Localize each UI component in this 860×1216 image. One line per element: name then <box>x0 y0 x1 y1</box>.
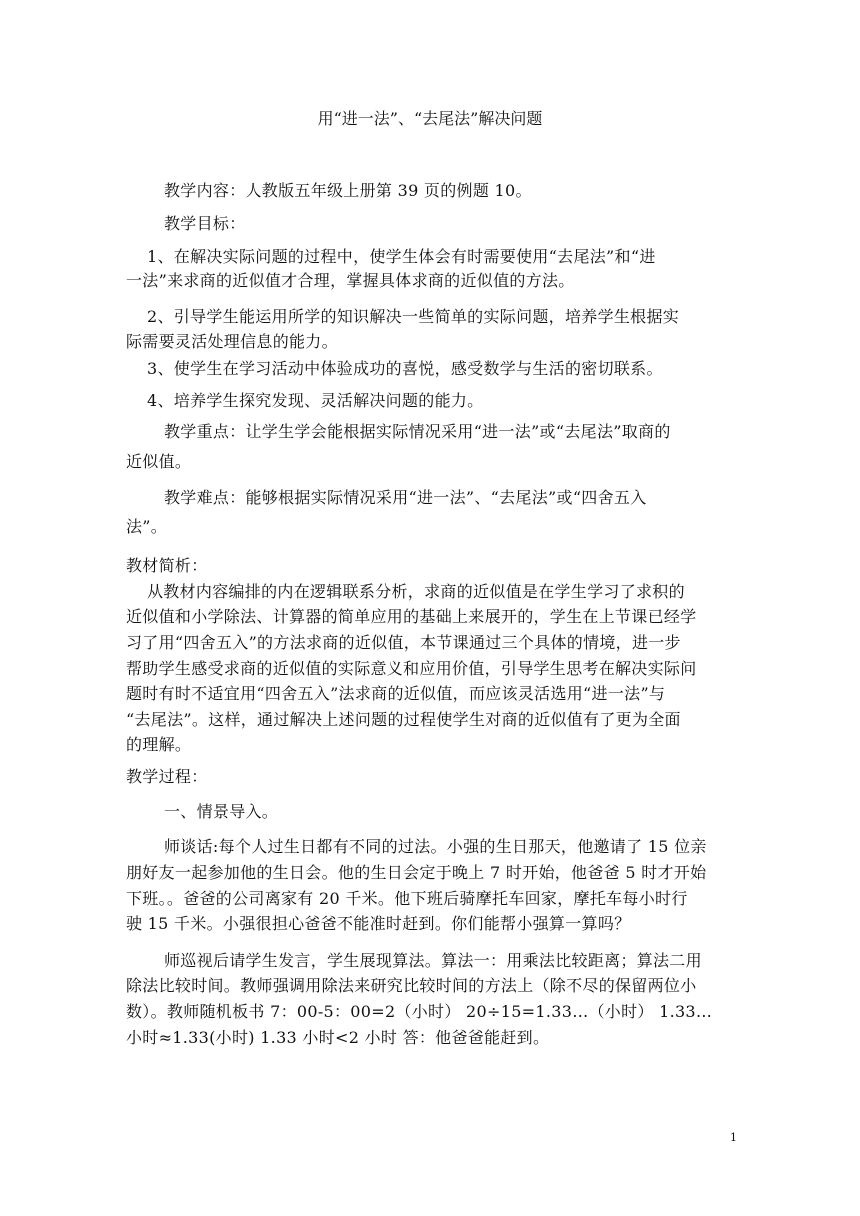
text-line: 教学过程： <box>126 767 208 786</box>
text-line: 4、培养学生探究发现、灵活解决问题的能力。 <box>147 391 484 410</box>
text-line: 教学重点：让学生学会能根据实际情况采用“进一法”或“去尾法”取商的 <box>164 422 671 441</box>
text-line: 教材简析： <box>126 556 208 575</box>
text-line: 2、引导学生能运用所学的知识解决一些简单的实际问题，培养学生根据实 <box>147 307 680 326</box>
text-line: 帮助学生感受求商的近似值的实际意义和应用价值，引导学生思考在解决实际问 <box>126 659 697 678</box>
text-line: 小时≈1.33(小时) 1.33 小时<2 小时 答：他爸爸能赶到。 <box>126 1028 550 1047</box>
text-line: 一法”来求商的近似值才合理，掌握具体求商的近似值的方法。 <box>126 271 575 290</box>
text-line: 教学目标： <box>164 214 246 233</box>
text-line: 一、情景导入。 <box>164 802 279 821</box>
text-line: 际需要灵活处理信息的能力。 <box>126 332 338 351</box>
text-line: 3、使学生在学习活动中体验成功的喜悦，感受数学与生活的密切联系。 <box>147 359 663 378</box>
text-line: 题时有时不适宜用“四舍五入”法求商的近似值，而应该灵活选用“进一法”与 <box>126 684 666 703</box>
text-line: 1、在解决实际问题的过程中，使学生体会有时需要使用“去尾法”和“进 <box>147 247 656 266</box>
text-line: 下班。。爸爸的公司离家有 20 千米。他下班后骑摩托车回家，摩托车每小时行 <box>126 889 688 908</box>
text-line: 除法比较时间。教师强调用除法来研究比较时间的方法上（除不尽的保留两位小 <box>126 976 697 995</box>
text-line: 教学难点：能够根据实际情况采用“进一法”、“去尾法”或“四舍五入 <box>164 488 647 507</box>
text-line: 教学内容：人教版五年级上册第 39 页的例题 10。 <box>164 181 532 200</box>
text-line: 数）。教师随机板书 7：00-5：00=2（小时） 20÷15=1.33…（小时） 1.33… <box>126 1002 713 1021</box>
text-line: 师巡视后请学生发言，学生展现算法。算法一：用乘法比较距离；算法二用 <box>164 951 702 970</box>
text-line: 近似值和小学除法、计算器的简单应用的基础上来展开的，学生在上节课已经学 <box>126 607 697 626</box>
text-line: “去尾法”。这样，通过解决上述问题的过程使学生对商的近似值有了更为全面 <box>126 710 681 729</box>
document-title: 用“进一法”、“去尾法”解决问题 <box>317 109 543 128</box>
text-line: 法”。 <box>126 517 168 536</box>
text-line: 的理解。 <box>126 735 192 754</box>
page-number: 1 <box>730 1131 737 1144</box>
text-line: 从教材内容编排的内在逻辑联系分析，求商的近似值是在学生学习了求积的 <box>147 582 685 601</box>
text-line: 近似值。 <box>126 452 192 471</box>
text-line: 驶 15 千米。小强很担心爸爸不能准时赶到。你们能帮小强算一算吗？ <box>126 914 631 933</box>
text-line: 师谈话:每个人过生日都有不同的过法。小强的生日那天，他邀请了 15 位亲 <box>164 837 707 856</box>
text-line: 朋好友一起参加他的生日会。他的生日会定于晚上 7 时开始，他爸爸 5 时才开始 <box>126 863 707 882</box>
text-line: 习了用“四舍五入”的方法求商的近似值，本节课通过三个具体的情境，进一步 <box>126 633 681 652</box>
